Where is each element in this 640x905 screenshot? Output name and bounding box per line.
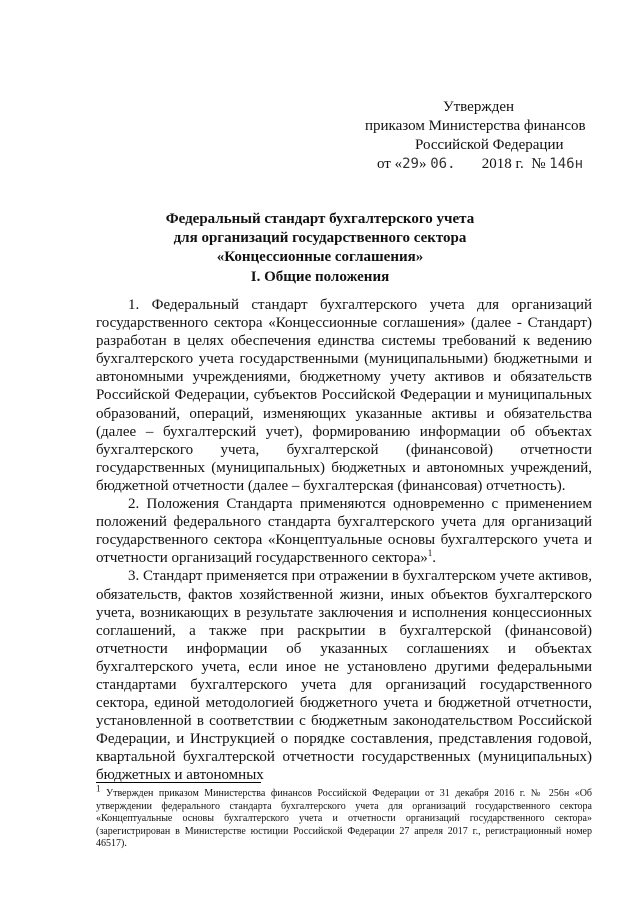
- paragraph-3: 3. Стандарт применяется при отражении в бухгалтерском учете активов, обязательств, фактов хозяйственной жизни, иных объектов бухгалтерского учета, возникающих в результате заключения и исполнения концессионных соглашений, а также при раскрытии в бухгалтерской (финансовой) отчетности информации об указанных соглашениях и объектах бухгалтерского учета, если иное не установлено другими федеральными стандартами бухгалтерского учета для организаций государственного сектора, единой методологией бюджетного учета и бюджетной отчетности, установленной в соответствии с бюджетным законодательством Российской Федерации, и Инструкцией о порядке составления, представления годовой, квартальной бухгалтерской отчетности государственных (муниципальных) бюджетных и автономных: [96, 568, 592, 784]
- date-month: 06.: [430, 156, 456, 172]
- paragraph-2: [96, 495, 592, 567]
- approval-date-line: [365, 155, 615, 174]
- paragraph-2-tail: .: [432, 550, 437, 567]
- title-line-3: «Концессионные соглашения»: [216, 249, 424, 265]
- approval-line-approved: Утвержден: [443, 99, 515, 115]
- footnote-divider: [96, 782, 261, 783]
- order-number-value: 146н: [549, 156, 584, 172]
- date-day: 29: [402, 156, 419, 172]
- document-body: [96, 296, 592, 785]
- approval-line-order: приказом Министерства финансов: [365, 118, 586, 134]
- approval-stamp: [365, 98, 615, 174]
- footnote-text: Утвержден приказом Министерства финансов Российской Федерации от 31 декабря 2016 г. № 256н «Об утверждении федерального стандарта бухгалтерского учета для организаций государственного сектора «Концептуальные основы бухгалтерского учета и отчетности организаций государственного сектора» (зарегистрирован в Министерстве юстиции Российской Федерации 27 апреля 2017 г., регистрационный номер 46517).: [96, 788, 592, 849]
- paragraph-2-text: 2. Положения Стандарта применяются одновременно с применением положений федерального стандарта бухгалтерского учета для организаций государственного сектора «Концептуальные основы бухгалтерского учета и отчетности организаций государственного сектора»: [96, 496, 592, 567]
- document-title: [96, 210, 544, 267]
- footnote-reference: 1: [427, 548, 433, 559]
- paragraph-1: 1. Федеральный стандарт бухгалтерского учета для организаций государственного сектора «Концессионные соглашения» (далее - Стандарт) разработан в целях обеспечения единства системы требований к ведению бухгалтерского учета государственными (муниципальными) бюджетными и автономными учреждениями, бюджетному учету активов и обязательств Российской Федерации, субъектов Российской Федерации и муниципальных образований, операций, изменяющих указанные активы и обязательства (далее – бухгалтерский учет), формированию информации об объектах бухгалтерского учета, бухгалтерской (финансовой) отчетности государственных (муниципальных) бюджетных и автономных учреждений, бюджетной отчетности (далее – бухгалтерская (финансовая) отчетность).: [96, 297, 592, 494]
- footnote: [96, 783, 592, 851]
- date-prefix: от «: [377, 156, 403, 172]
- date-year: 2018 г.: [481, 156, 524, 172]
- footnote-marker: 1: [96, 783, 101, 794]
- date-mid: »: [418, 156, 431, 172]
- order-number-label: №: [531, 156, 546, 172]
- title-line-2: для организаций государственного сектора: [173, 230, 467, 246]
- section-heading: I. Общие положения: [250, 269, 390, 285]
- approval-line-federation: Российской Федерации: [415, 137, 564, 153]
- title-line-1: Федеральный стандарт бухгалтерского учета: [165, 211, 475, 227]
